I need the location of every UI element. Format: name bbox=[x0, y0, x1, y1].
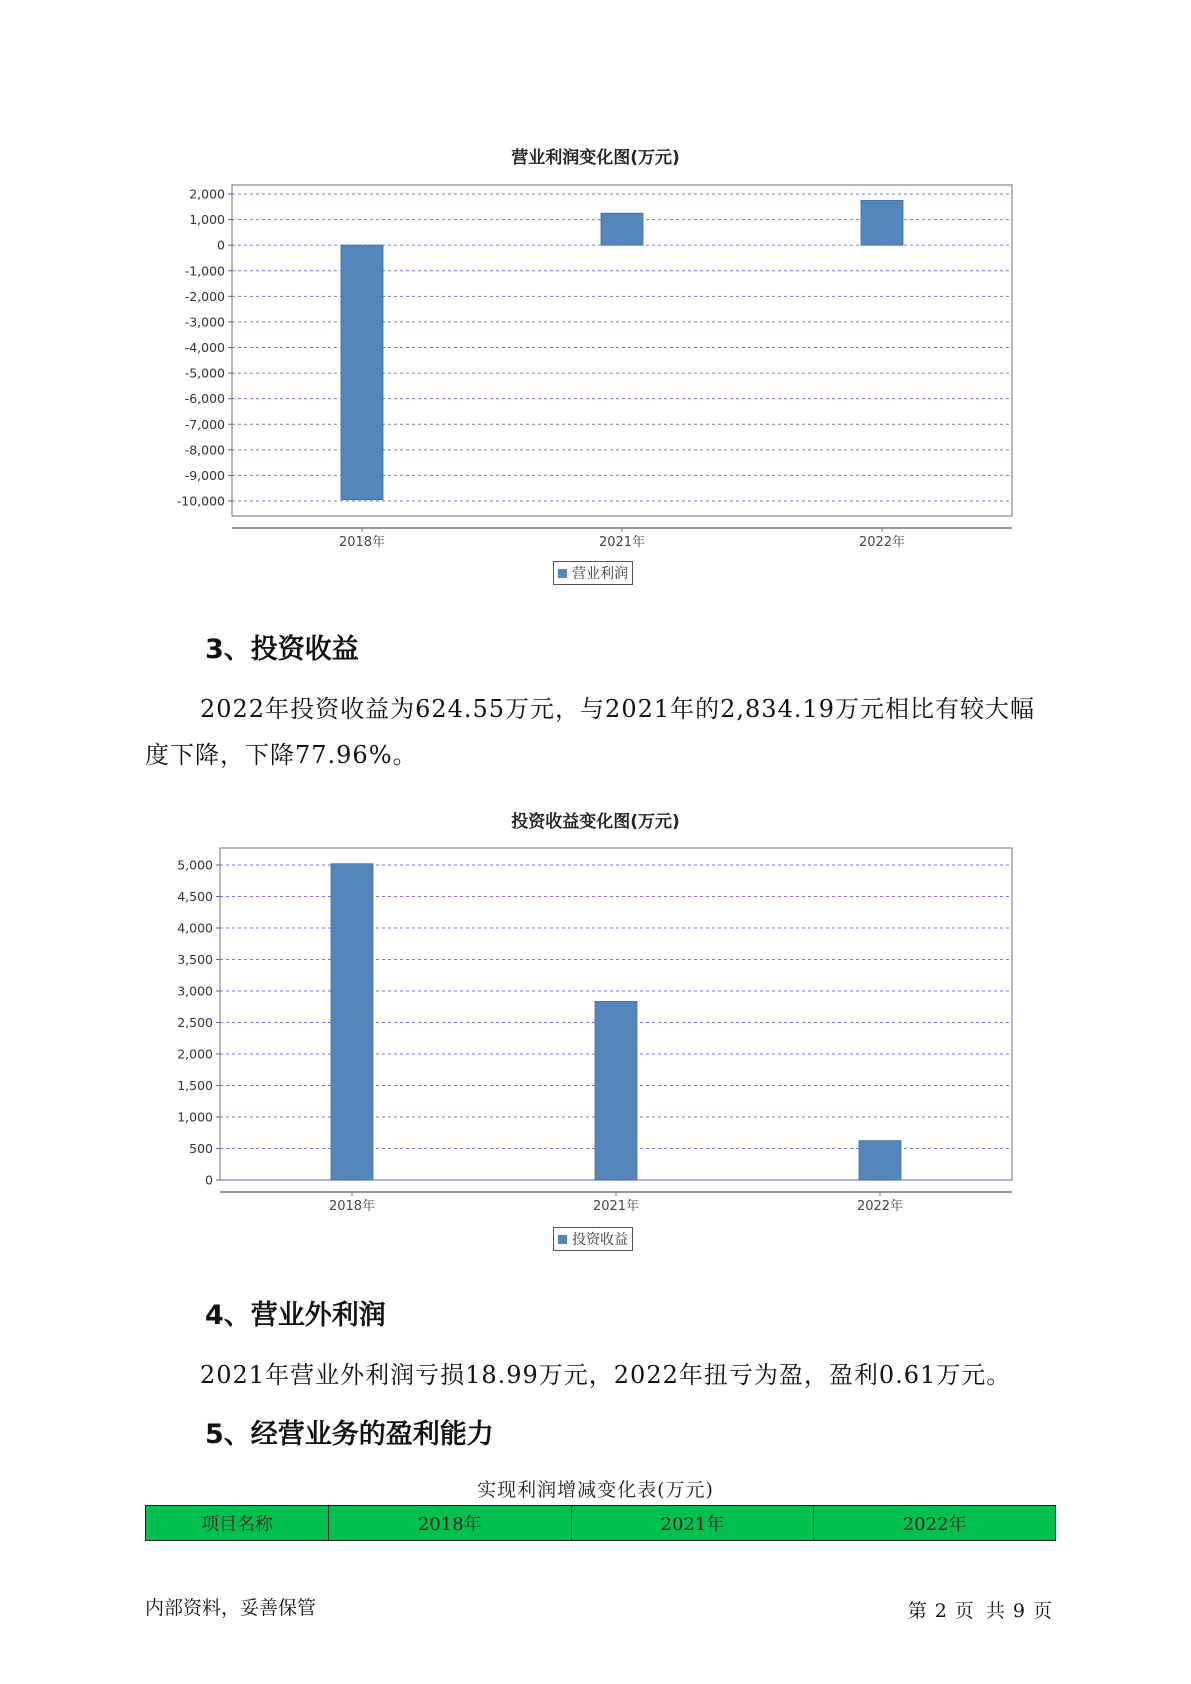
y-tick-label: -5,000 bbox=[184, 365, 225, 381]
x-tick-label: 2018年 bbox=[338, 535, 386, 550]
table-header-cell: 2018年 bbox=[328, 1506, 571, 1541]
x-tick-label: 2018年 bbox=[328, 1199, 376, 1214]
footer-note: 内部资料，妥善保管 bbox=[145, 1597, 317, 1619]
y-tick-label: 1,000 bbox=[177, 1109, 213, 1125]
y-tick-label: 5,000 bbox=[177, 857, 213, 873]
y-tick-label: 0 bbox=[205, 1172, 213, 1188]
y-tick-label: -6,000 bbox=[184, 391, 225, 407]
y-tick-label: 4,500 bbox=[177, 889, 213, 904]
y-tick-label: 3,500 bbox=[177, 952, 213, 967]
table-header-cell: 项目名称 bbox=[146, 1506, 329, 1541]
y-tick-label: 2,000 bbox=[177, 1046, 213, 1062]
y-tick-label: -10,000 bbox=[176, 493, 225, 509]
table-header-cell: 2022年 bbox=[814, 1506, 1056, 1541]
page-total: 9 bbox=[1012, 1600, 1025, 1622]
y-tick-label: -2,000 bbox=[184, 288, 225, 304]
y-tick-label: 2,500 bbox=[177, 1015, 213, 1030]
section-heading: 5、经营业务的盈利能力 bbox=[205, 1419, 494, 1450]
y-tick-label: 500 bbox=[189, 1141, 213, 1156]
bar bbox=[331, 864, 373, 1180]
profit-change-table bbox=[145, 1505, 1056, 1541]
x-tick-label: 2022年 bbox=[856, 1199, 904, 1214]
page-mid: 页 共 bbox=[954, 1600, 1005, 1622]
table-caption: 实现利润增减变化表(万元) bbox=[477, 1479, 714, 1501]
y-tick-label: -3,000 bbox=[184, 314, 225, 330]
y-tick-label: -4,000 bbox=[184, 340, 225, 355]
legend-swatch bbox=[558, 1235, 567, 1244]
x-tick-label: 2021年 bbox=[592, 1199, 640, 1214]
legend-label: 投资收益 bbox=[572, 1232, 628, 1248]
y-tick-label: -1,000 bbox=[184, 263, 225, 279]
y-tick-label: -8,000 bbox=[184, 442, 225, 458]
section-paragraph: 2022年投资收益为624.55万元，与2021年的2,834.19万元相比有较大幅度下降，下降77.96%。 bbox=[145, 695, 1036, 769]
y-tick-label: 1,500 bbox=[177, 1078, 213, 1093]
x-tick-label: 2022年 bbox=[858, 535, 906, 550]
y-tick-label: 0 bbox=[217, 237, 225, 253]
bar bbox=[595, 1001, 637, 1180]
chart-legend bbox=[553, 1227, 633, 1251]
y-tick-label: -9,000 bbox=[184, 467, 225, 483]
chart-title: 投资收益变化图(万元) bbox=[511, 812, 680, 832]
section-heading: 4、营业外利润 bbox=[205, 1300, 386, 1331]
bar bbox=[859, 1141, 901, 1180]
y-tick-label: 2,000 bbox=[189, 186, 225, 202]
page-indicator bbox=[904, 1596, 1056, 1623]
y-tick-label: 4,000 bbox=[177, 920, 213, 936]
y-tick-label: 1,000 bbox=[189, 212, 225, 228]
page-suffix: 页 bbox=[1032, 1600, 1052, 1622]
page-number: 2 bbox=[934, 1600, 947, 1622]
section-paragraph: 2021年营业外利润亏损18.99万元，2022年扭亏为盈，盈利0.61万元。 bbox=[200, 1361, 1012, 1389]
y-tick-label: 3,000 bbox=[177, 983, 213, 999]
y-tick-label: -7,000 bbox=[184, 416, 225, 432]
x-tick-label: 2021年 bbox=[598, 535, 646, 550]
section-heading: 3、投资收益 bbox=[205, 634, 359, 665]
page-prefix: 第 bbox=[907, 1600, 927, 1622]
chart-title: 营业利润变化图(万元) bbox=[511, 148, 680, 168]
table-header-cell: 2021年 bbox=[571, 1506, 814, 1541]
legend-label: 营业利润 bbox=[572, 566, 628, 582]
table-header-row bbox=[146, 1506, 1056, 1541]
